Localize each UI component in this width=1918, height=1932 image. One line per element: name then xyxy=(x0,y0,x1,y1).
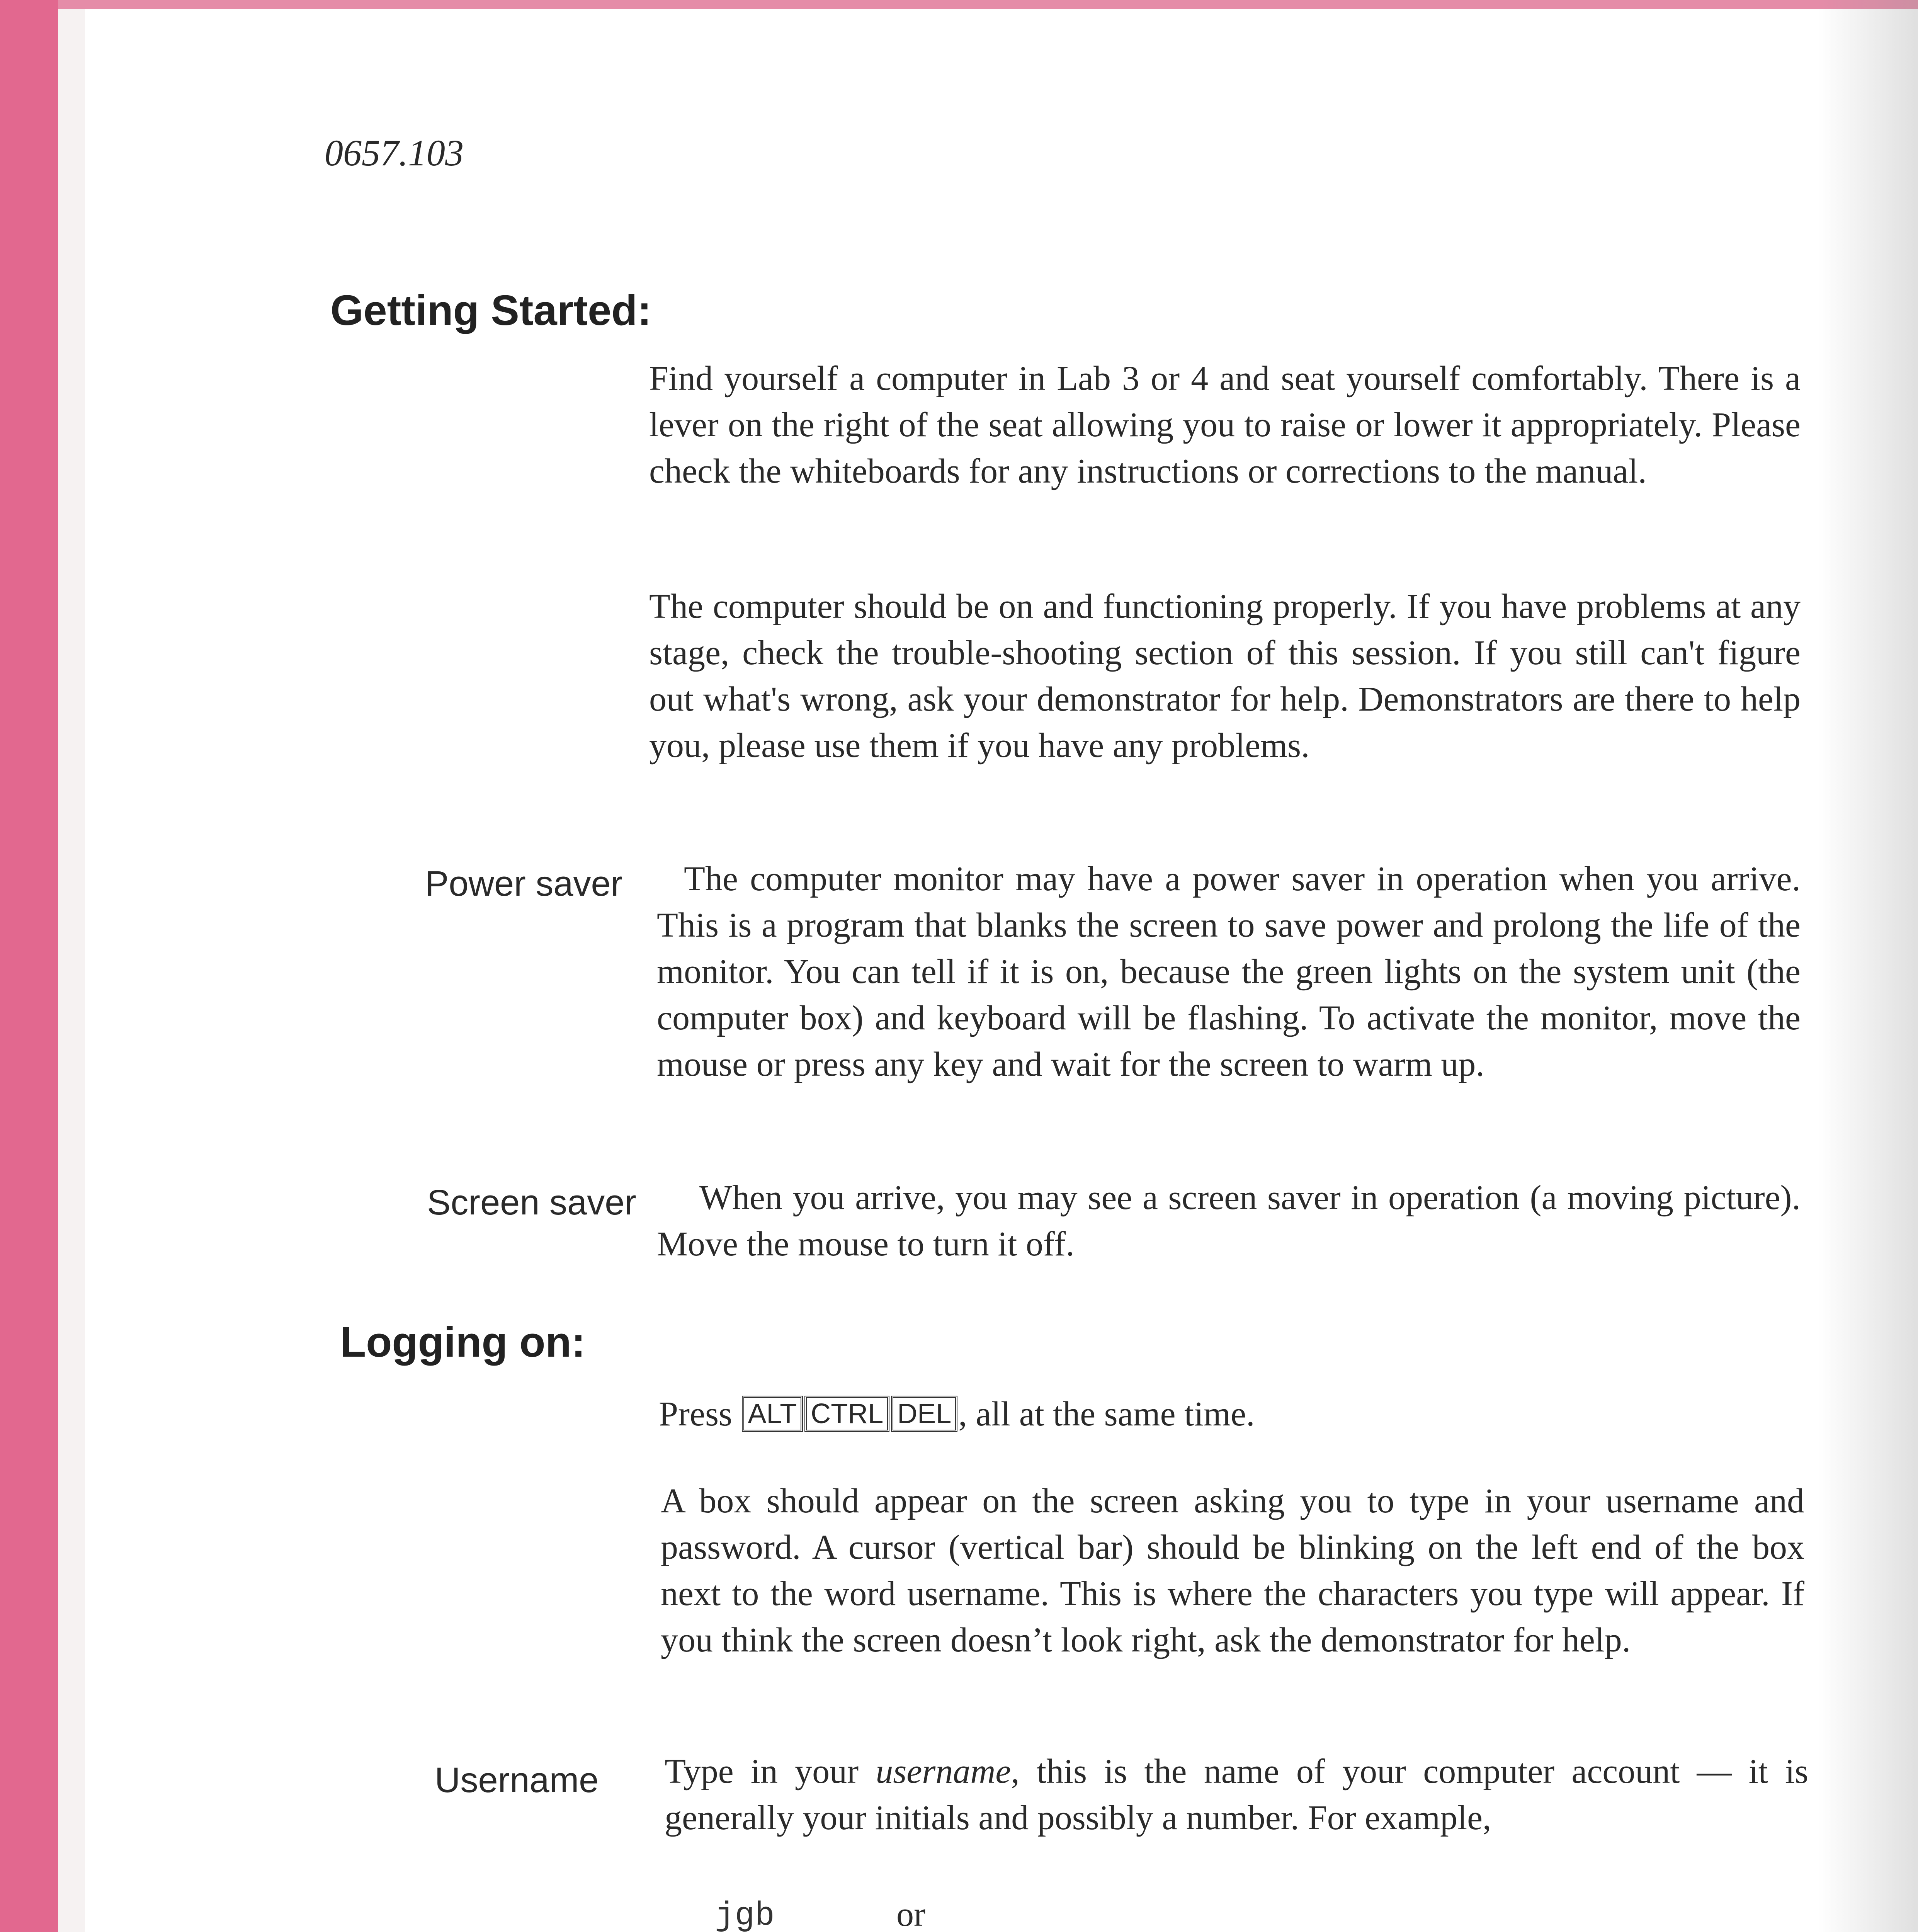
document-number: 0657.103 xyxy=(325,132,464,173)
top-edge xyxy=(58,0,1918,9)
press-suffix: , all at the same time. xyxy=(958,1395,1255,1433)
paragraph-power-saver: The computer monitor may have a power saver in operation when you arrive. This is a program that blanks the screen to save power and prolong the life of the monitor. You can tell if it is on, because the green lights on the system unit (the computer box) and keyboard will be flashing. To activate the monitor, move the mouse or press any key and wait for the screen to warm up. xyxy=(657,860,1801,1083)
key-ctrl: CTRL xyxy=(804,1396,889,1432)
key-del: DEL xyxy=(891,1396,957,1432)
heading-logging-on: Logging on: xyxy=(340,1318,586,1366)
press-text: Press xyxy=(659,1395,733,1433)
key-alt: ALT xyxy=(742,1396,803,1432)
username-post-text: , this is the name of your computer account — it is generally your initials and possibly a number. For example, xyxy=(665,1752,1808,1837)
page-curl-shadow xyxy=(1818,0,1918,1932)
paragraph-press-ctrl-alt-del xyxy=(659,1391,1802,1437)
page-margin-strip xyxy=(58,0,85,1932)
label-username: Username xyxy=(435,1760,599,1800)
label-power-saver: Power saver xyxy=(425,864,623,903)
example-username-1: jgb xyxy=(715,1897,775,1932)
heading-getting-started: Getting Started: xyxy=(330,287,652,334)
paragraph-computer-functioning: The computer should be on and functioning properly. If you have problems at any stage, check the trouble-shooting section of this session. If you still can't figure out what's wrong, ask your demonstrator for help. Demonstrators are there to help you, please use them if you have any problems. xyxy=(649,587,1801,765)
paragraph-screen-saver: When you arrive, you may see a screen saver in operation (a moving picture). Move the mouse to turn it off. xyxy=(657,1179,1801,1263)
paragraph-username xyxy=(665,1748,1808,1841)
binding-edge xyxy=(0,0,58,1932)
username-pre-text: Type in your xyxy=(665,1752,876,1791)
example-or: or xyxy=(896,1895,925,1932)
label-screen-saver: Screen saver xyxy=(427,1183,637,1222)
username-term: username xyxy=(876,1752,1011,1791)
paragraph-find-computer: Find yourself a computer in Lab 3 or 4 and seat yourself comfortably. There is a lever on the right of the seat allowing you to raise or lower it appropriately. Please check the whiteboards for any instructions or corrections to the manual. xyxy=(649,359,1801,490)
paragraph-login-box: A box should appear on the screen asking you to type in your username and password. A cursor (vertical bar) should be blinking on the left end of the box next to the word username. This is where the characters you type will appear. If you think the screen doesn’t look right, ask the demonstrator for help. xyxy=(661,1482,1804,1659)
